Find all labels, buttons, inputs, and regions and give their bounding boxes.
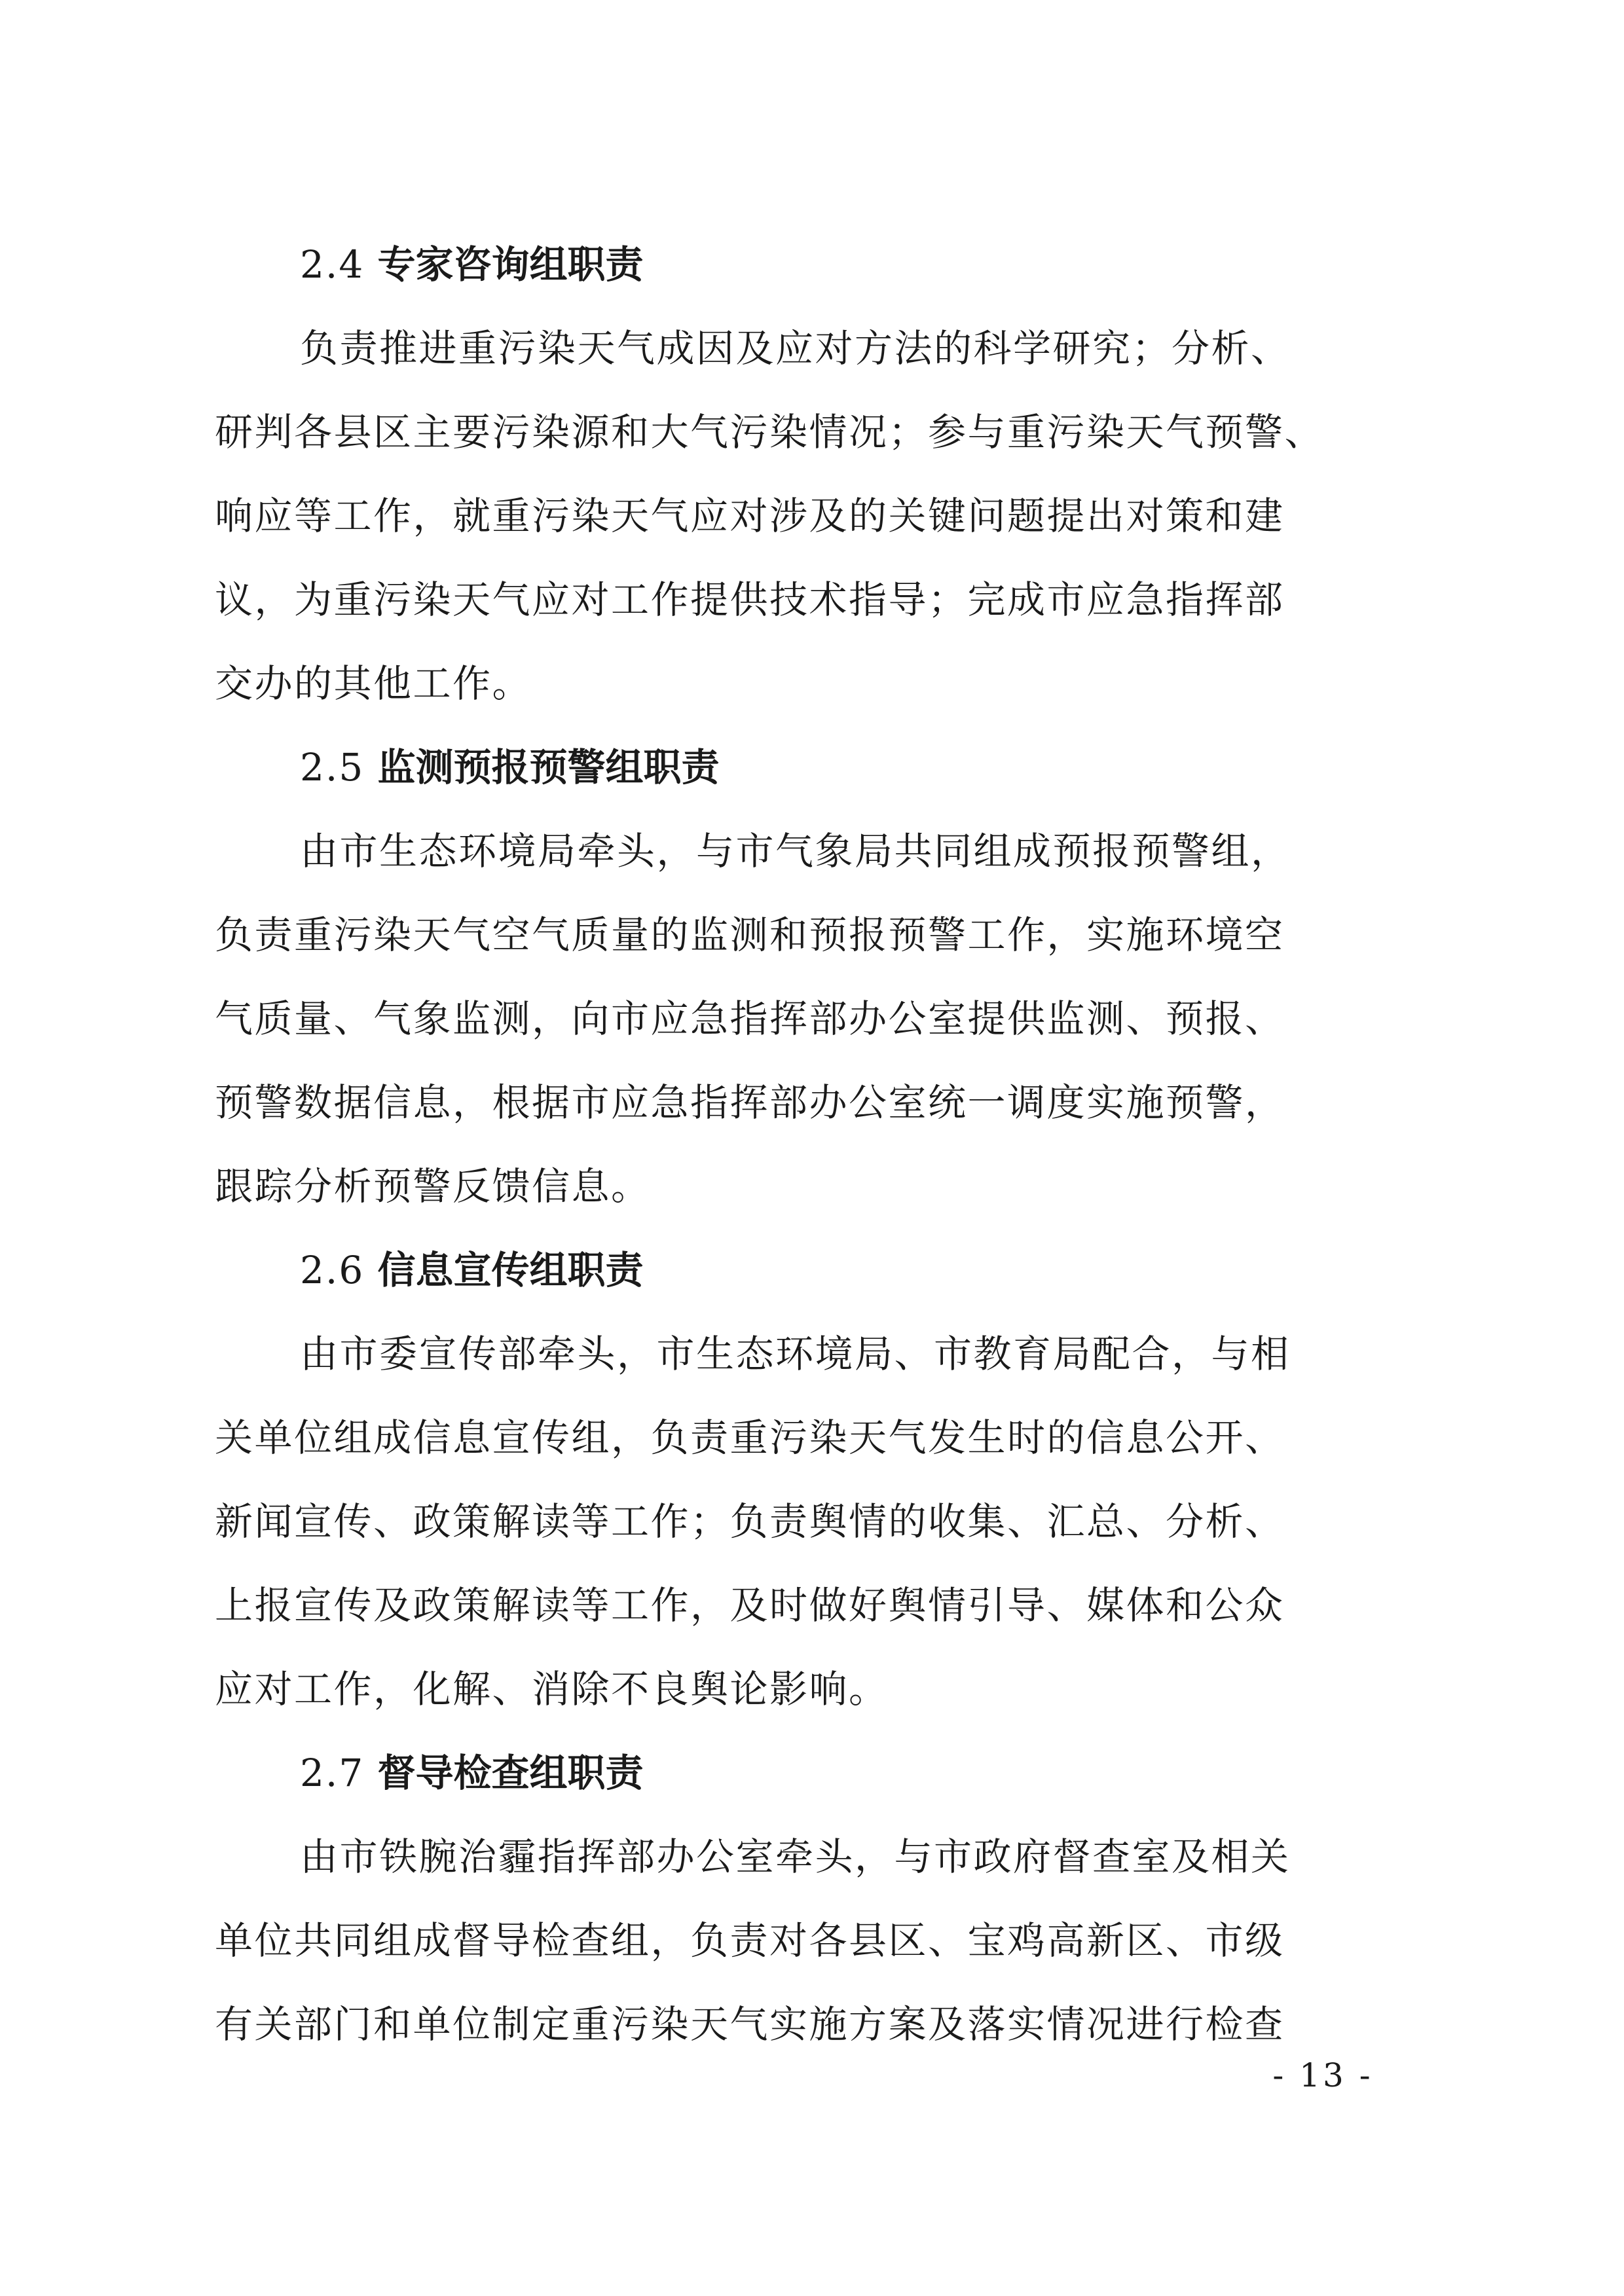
section-heading-2-5	[215, 725, 1430, 809]
paragraph-line: 单位共同组成督导检查组，负责对各县区、宝鸡高新区、市级	[215, 1918, 1285, 1963]
paragraph-line: 负责推进重污染天气成因及应对方法的科学研究；分析、	[300, 326, 1291, 371]
paragraph-line: 有关部门和单位制定重污染天气实施方案及落实情况进行检查	[215, 2002, 1285, 2047]
paragraph-line: 应对工作，化解、消除不良舆论影响。	[215, 1667, 889, 1711]
paragraph-line: 由市铁腕治霾指挥部办公室牵头，与市政府督查室及相关	[300, 1834, 1291, 1879]
section-number: 2.6	[300, 1248, 365, 1292]
page-number: - 13 -	[1272, 2056, 1373, 2094]
section-number: 2.4	[300, 242, 365, 287]
paragraph-line: 关单位组成信息宣传组，负责重污染天气发生时的信息公开、	[215, 1415, 1285, 1460]
section-title: 专家咨询组职责	[377, 242, 644, 287]
section-heading-2-7	[215, 1731, 1430, 1815]
paragraph-line: 交办的其他工作。	[215, 661, 532, 706]
section-heading-2-4	[215, 223, 1430, 306]
section-number: 2.5	[300, 745, 365, 790]
section-heading-2-6	[215, 1228, 1430, 1312]
paragraph-line: 由市委宣传部牵头，市生态环境局、市教育局配合，与相	[300, 1332, 1291, 1376]
paragraph-line: 研判各县区主要污染源和大气污染情况；参与重污染天气预警、	[215, 410, 1325, 454]
paragraph-line: 响应等工作，就重污染天气应对涉及的关键问题提出对策和建	[215, 494, 1285, 538]
paragraph-line: 预警数据信息，根据市应急指挥部办公室统一调度实施预警，	[215, 1080, 1285, 1125]
paragraph-line: 负责重污染天气空气质量的监测和预报预警工作，实施环境空	[215, 913, 1285, 957]
paragraph-line: 议，为重污染天气应对工作提供技术指导；完成市应急指挥部	[215, 577, 1285, 622]
paragraph-line: 新闻宣传、政策解读等工作；负责舆情的收集、汇总、分析、	[215, 1499, 1285, 1544]
section-title: 信息宣传组职责	[377, 1248, 644, 1292]
section-number: 2.7	[300, 1751, 365, 1795]
paragraph-line: 跟踪分析预警反馈信息。	[215, 1164, 651, 1209]
document-body	[215, 223, 1430, 2066]
paragraph-line: 上报宣传及政策解读等工作，及时做好舆情引导、媒体和公众	[215, 1583, 1285, 1628]
paragraph-line: 由市生态环境局牵头，与市气象局共同组成预报预警组，	[300, 829, 1291, 873]
section-title: 监测预报预警组职责	[377, 745, 720, 790]
section-title: 督导检查组职责	[377, 1751, 644, 1795]
paragraph-line: 气质量、气象监测，向市应急指挥部办公室提供监测、预报、	[215, 996, 1285, 1041]
